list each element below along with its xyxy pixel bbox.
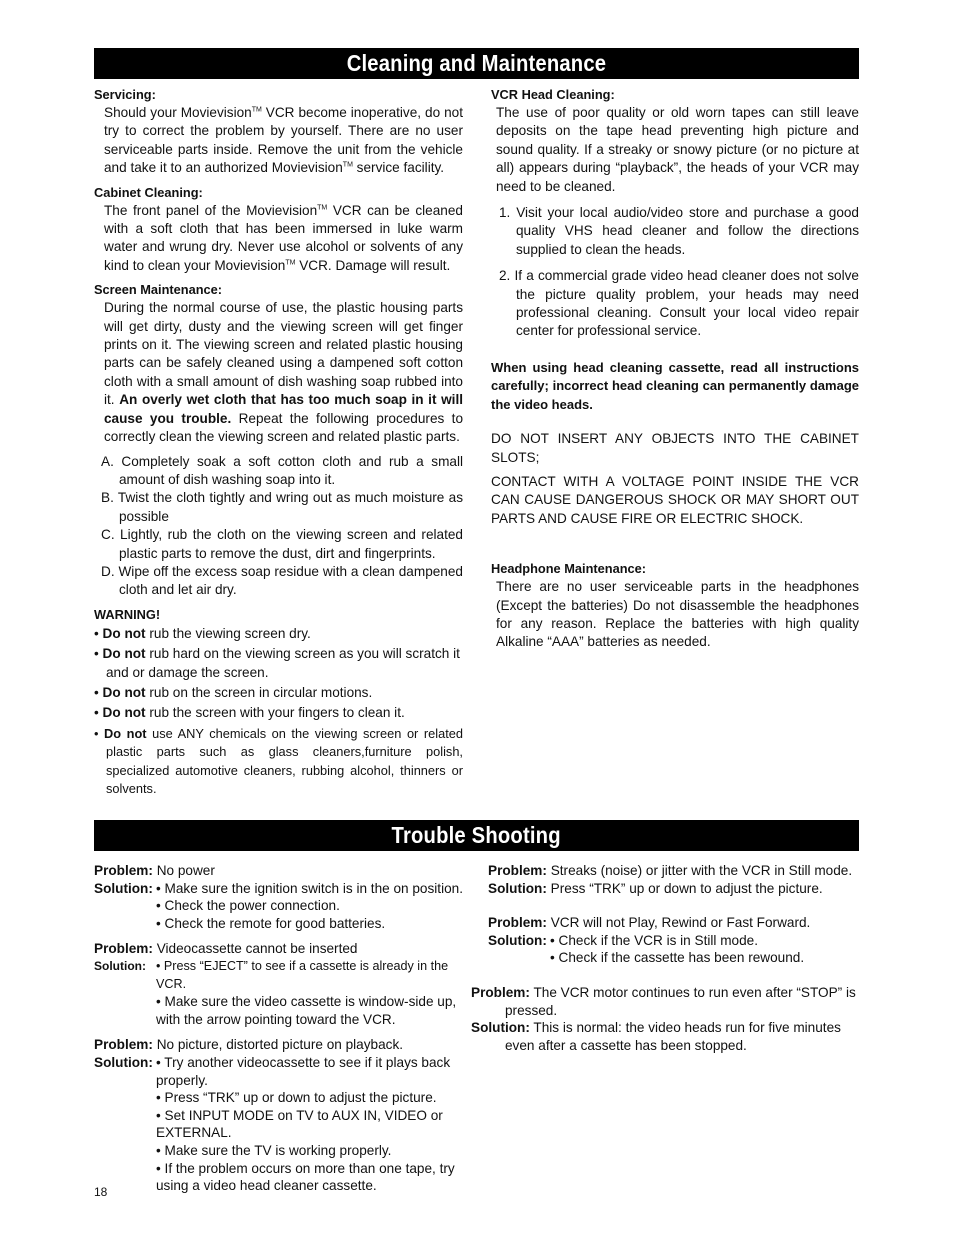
vcr-head-heading: VCR Head Cleaning: xyxy=(491,87,615,102)
warning-heading: WARNING! xyxy=(94,606,161,622)
list-item: B. Twist the cloth tightly and wring out as much moisture as possible xyxy=(101,490,463,524)
trouble-banner xyxy=(94,820,859,851)
head-cleaning-caution: When using head cleaning cassette, read all instructions carefully; incorrect head cleaning can permanently damage the video heads. xyxy=(491,359,859,412)
cleaning-right-column xyxy=(491,86,859,652)
warning-item: • Do not rub hard on the viewing screen as you will scratch it and or damage the screen. xyxy=(94,646,460,680)
trouble-right-column xyxy=(471,862,863,1054)
trouble-left-column xyxy=(94,862,474,1195)
cleaning-left-column xyxy=(94,86,463,798)
warning-item: • Do not rub on the screen in circular motions. xyxy=(94,684,373,700)
cabinet-heading: Cabinet Cleaning: xyxy=(94,184,203,200)
cabinet-slots-warning: DO NOT INSERT ANY OBJECTS INTO THE CABINET SLOTS; xyxy=(491,431,859,465)
servicing-text: Should your Movievision™ VCR become inoperative, do not try to correct the problem by yourself. There are no user serviceable parts inside. Remove the unit from the vehicle and take it to an authorized Movievision™ service facility. xyxy=(104,105,463,176)
cleaning-banner xyxy=(94,48,859,79)
cleaning-title: Cleaning and Maintenance xyxy=(346,50,607,76)
trouble-title: Trouble Shooting xyxy=(391,822,562,848)
list-item: 2. If a commercial grade video head cleaner does not solve the picture quality problem, your heads may need professional cleaning. Consult your local video repair center for professional service. xyxy=(499,268,859,339)
warning-item: • Do not rub the screen with your fingers to clean it. xyxy=(94,705,405,721)
warning-item: • Do not use ANY chemicals on the viewing screen or related plastic parts such as glass cleaners,furniture polish, specialized automotive cleaners, rubbing alcohol, thinners or solvents. xyxy=(94,725,463,796)
vcr-head-text: The use of poor quality or old worn tapes can still leave deposits on the tape head preventing high picture and sound quality. If a streaky or snowy picture (or no picture at all) appears during “playback”, the heads of your VCR may need to be cleaned. xyxy=(496,105,859,194)
list-item: 1. Visit your local audio/video store and purchase a good quality VHS head cleaner and follow the directions supplied to clean the heads. xyxy=(499,205,859,257)
cabinet-text: The front panel of the Movievision™ VCR can be cleaned with a soft cloth that has been immersed in luke warm water and wrung dry. Never use alcohol or solvents of any kind to clean your Movievision™ VCR. Damage will result. xyxy=(104,202,463,273)
screen-text: During the normal course of use, the plastic housing parts will get dirty, dusty and the viewing screen will get finger prints on it. The viewing screen and related plastic housing parts can be safely cleaned using a dampened soft cotton cloth with a small amount of dish washing soap rubbed into it. An overly wet cloth that has too much soap in it will cause you trouble. Repeat the following procedures to correctly clean the viewing screen and related plastic parts. xyxy=(104,300,464,445)
trouble-entry: Problem: The VCR motor continues to run even after “STOP” is pressed. Solution: This is normal: the video heads run for five minutes even after a cassette has been stopped. xyxy=(471,984,856,1053)
list-item: D. Wipe off the excess soap residue with a clean dampened cloth and let air dry. xyxy=(101,563,463,598)
shock-warning: CONTACT WITH A VOLTAGE POINT INSIDE THE VCR CAN CAUSE DANGEROUS SHOCK OR MAY SHORT OUT PARTS AND CAUSE FIRE OR ELECTRIC SHOCK. xyxy=(491,473,859,526)
trouble-entry: Problem: No picture, distorted picture on playback. Solution: • Try another videocassette to see if it plays back properly. • Press “TRK” up or down to adjust the picture. • Set INPUT MODE on TV to AUX IN, VIDEO or EXTERNAL. • Make sure the TV is working properly. • If the problem occurs on more than one tape, try using a video head cleaner cassette. xyxy=(94,1037,455,1194)
list-item: A. Completely soak a soft cotton cloth and rub a small amount of dish washing soap into it. xyxy=(101,453,463,487)
screen-steps xyxy=(94,453,463,600)
page-number: 18 xyxy=(94,1185,108,1199)
servicing-heading: Servicing: xyxy=(94,87,156,102)
trouble-entry: Problem: Streaks (noise) or jitter with the VCR in Still mode. Solution: Press “TRK” up or down to adjust the picture. xyxy=(488,863,853,896)
trouble-entry: Problem: Videocassette cannot be inserted Solution: • Press “EJECT” to see if a cassette is already in the VCR. • Make sure the video cassette is window-side up, with the arrow pointing toward the VCR. xyxy=(94,941,457,1027)
warning-item: • Do not rub the viewing screen dry. xyxy=(94,625,311,641)
headphone-text: There are no user serviceable parts in the headphones (Except the batteries) Do not disassemble the headphones for any reason. Replace the batteries with high quality Alkaline “AAA” batteries as needed. xyxy=(496,579,859,650)
trouble-entry: Problem: No power Solution: • Make sure the ignition switch is in the on position. • Check the power connection. • Check the remote for good batteries. xyxy=(94,863,464,931)
trouble-entry: Problem: VCR will not Play, Rewind or Fast Forward. Solution: • Check if the VCR is in Still mode. • Check if the cassette has been rewound. xyxy=(488,915,811,966)
headphone-heading: Headphone Maintenance: xyxy=(491,561,647,577)
list-item: C. Lightly, rub the cloth on the viewing screen and related plastic parts to remove the dust, dirt and fingerprints. xyxy=(101,527,463,561)
screen-heading: Screen Maintenance: xyxy=(94,282,223,298)
